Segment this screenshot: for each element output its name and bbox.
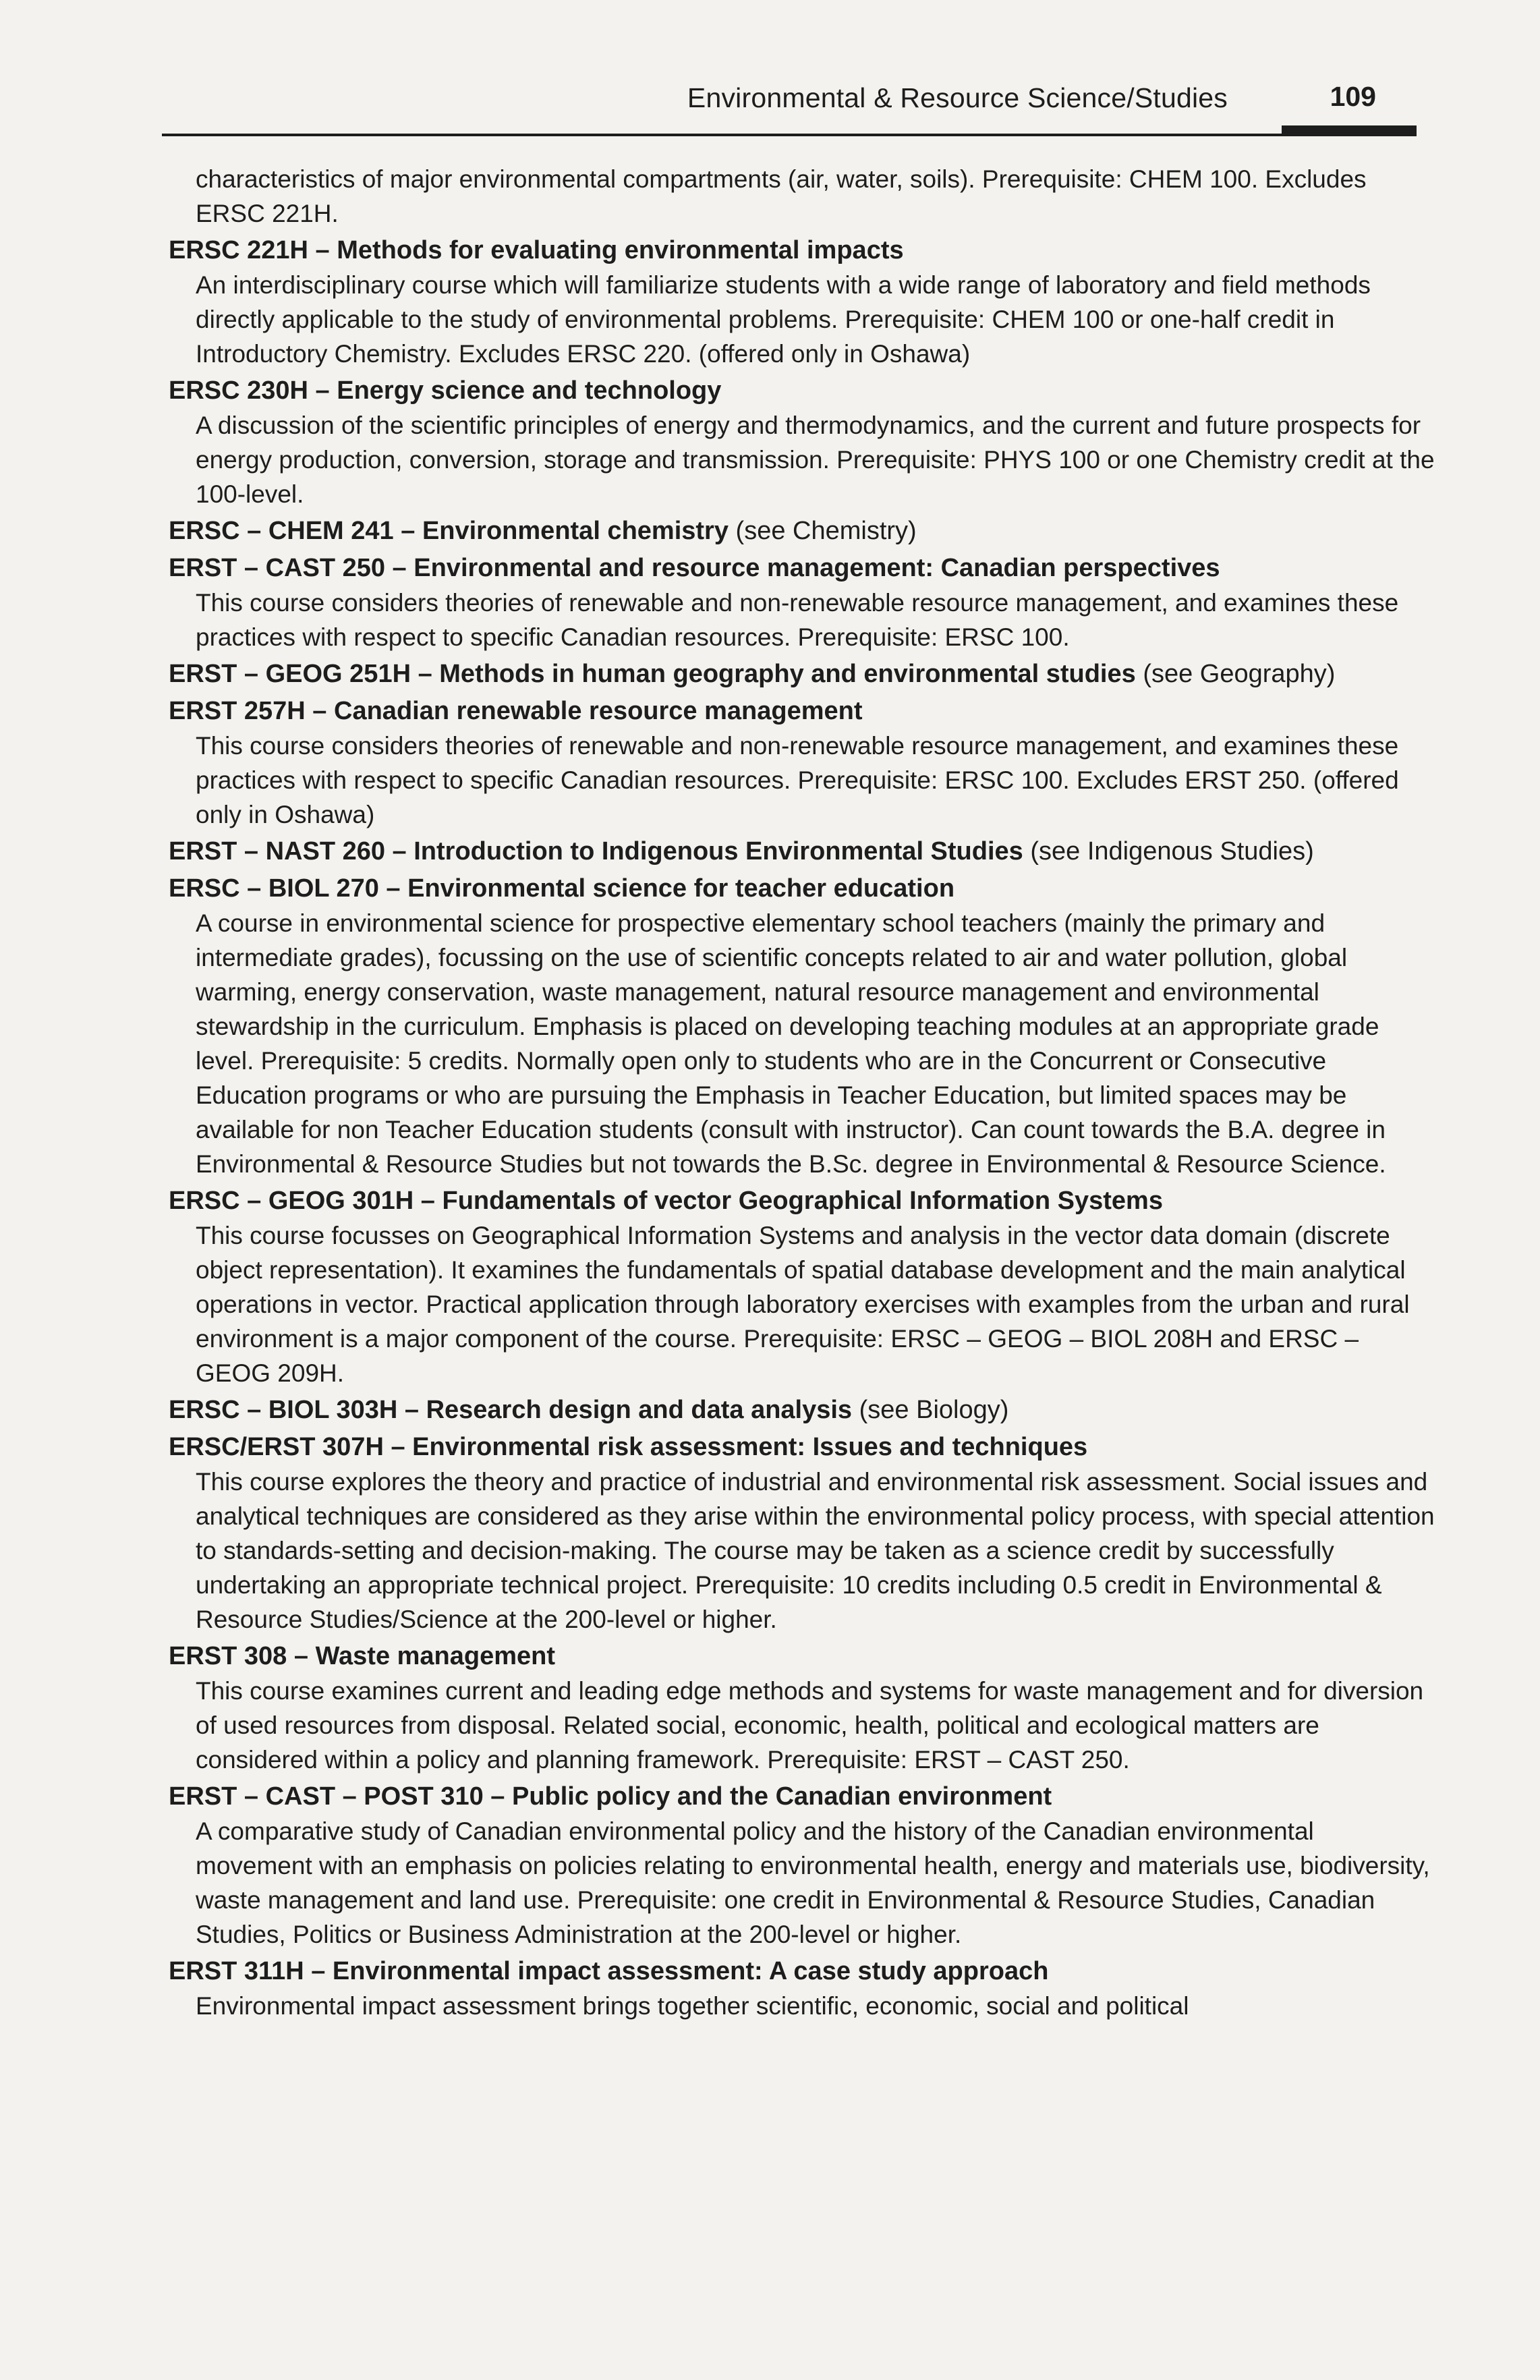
course-name: Methods in human geography and environmental studies (439, 660, 1136, 688)
course-title (169, 694, 1437, 729)
course-code: ERSC 221H – (169, 236, 330, 264)
entry-description: characteristics of major environmental compartments (air, water, soils). Prerequisite: CHEM 100. Excludes ERSC 221H. (196, 165, 1367, 227)
cross-reference-note: (see Indigenous Studies) (1030, 837, 1314, 866)
course-description: This course explores the theory and practice of industrial and environmental risk assessment. Social issues and analytical techniques are considered as they arise within the environmental policy process, with special attention to standards-setting and decision-making. The course may be taken as a science credit by successfully undertaking an appropriate technical project. Prerequisite: 10 credits including 0.5 credit in Environmental & Resource Studies/Science at the 200-level or higher. (196, 1468, 1435, 1633)
course-entry (169, 1184, 1437, 1390)
course-name: Environmental and resource management: Canadian perspectives (413, 554, 1220, 582)
course-title (169, 1430, 1437, 1465)
course-title (169, 1184, 1437, 1218)
course-description: A discussion of the scientific principles of energy and thermodynamics, and the current and future prospects for energy production, conversion, storage and transmission. Prerequisite: PHYS 100 or one Chemistry credit at the 100-level. (196, 412, 1435, 508)
course-title (169, 1639, 1437, 1674)
course-description: A comparative study of Canadian environmental policy and the history of the Canadian environmental movement with an emphasis on policies relating to environmental health, energy and materials use, biodiversity, waste management and land use. Prerequisite: one credit in Environmental & Resource Studies, Canadian Studies, Politics or Business Administration at the 200-level or higher. (196, 1817, 1430, 1948)
course-code: ERST – CAST – POST 310 – (169, 1782, 505, 1811)
course-description: This course considers theories of renewable and non-renewable resource management, and examines these practices with respect to specific Canadian resources. Prerequisite: ERSC 100. (196, 589, 1399, 651)
course-code: ERSC – BIOL 303H – (169, 1396, 420, 1424)
course-code: ERSC – CHEM 241 – (169, 517, 416, 545)
continued-description (169, 162, 1437, 231)
course-entry (169, 1393, 1437, 1427)
page-header (162, 76, 1417, 136)
course-code: ERST – GEOG 251H – (169, 660, 432, 688)
header-tab-marker (1282, 125, 1417, 136)
cross-reference-note: (see Geography) (1143, 660, 1336, 688)
course-code: ERST – CAST 250 – (169, 554, 407, 582)
course-name: Energy science and technology (337, 376, 722, 405)
course-entry (169, 551, 1437, 654)
course-description: Environmental impact assessment brings together scientific, economic, social and political (196, 1992, 1189, 2020)
course-entry (169, 1639, 1437, 1777)
course-code: ERST – NAST 260 – (169, 837, 407, 866)
course-name: Canadian renewable resource management (334, 697, 863, 725)
course-entry (169, 834, 1437, 869)
course-title (169, 872, 1437, 906)
course-title (169, 233, 1437, 268)
course-code: ERSC 230H – (169, 376, 330, 405)
course-code: ERSC – GEOG 301H – (169, 1187, 435, 1215)
course-entry (169, 872, 1437, 1181)
course-name: Environmental science for teacher education (407, 874, 955, 903)
course-description: This course examines current and leading edge methods and systems for waste management and for diversion of used resources from disposal. Related social, economic, health, political and ecological matters are considered within a policy and planning framework. Prerequisite: ERST – CAST 250. (196, 1677, 1424, 1774)
course-title (169, 514, 1437, 548)
course-name: Public policy and the Canadian environment (511, 1782, 1052, 1811)
course-description: This course focusses on Geographical Information Systems and analysis in the vector data domain (discrete object representation). It examines the fundamentals of spatial database development and the main analytical operations in vector. Practical application through laboratory exercises with examples from the urban and rural environment is a major component of the course. Prerequisite: ERSC – GEOG – BIOL 208H and ERSC – GEOG 209H. (196, 1222, 1410, 1387)
course-title (169, 1954, 1437, 1989)
course-entry (169, 657, 1437, 691)
course-title (169, 1780, 1437, 1814)
course-code: ERST 308 – (169, 1642, 308, 1670)
course-description: A course in environmental science for prospective elementary school teachers (mainly the primary and intermediate grades), focussing on the use of scientific concepts related to air and water pollution, global warming, energy conservation, waste management, natural resource management and environmental stewardship in the curriculum. Emphasis is placed on developing teaching modules at an appropriate grade level. Prerequisite: 5 credits. Normally open only to students who are in the Concurrent or Consecutive Education programs or who are pursuing the Emphasis in Teacher Education, but limited spaces may be available for non Teacher Education students (consult with instructor). Can count towards the B.A. degree in Environmental & Resource Studies but not towards the B.Sc. degree in Environmental & Resource Science. (196, 909, 1386, 1178)
course-title (169, 551, 1437, 586)
course-name: Waste management (315, 1642, 556, 1670)
course-title (169, 374, 1437, 408)
running-title: Environmental & Resource Science/Studies (687, 82, 1228, 113)
course-name: Environmental chemistry (422, 517, 729, 545)
header-rule (162, 134, 1417, 136)
course-code: ERSC/ERST 307H – (169, 1433, 405, 1461)
course-name: Environmental risk assessment: Issues and techniques (412, 1433, 1088, 1461)
course-entry (169, 694, 1437, 832)
course-code: ERST 311H – (169, 1957, 326, 1985)
course-entries (169, 233, 1437, 2023)
course-title (169, 657, 1437, 691)
course-code: ERST 257H – (169, 697, 327, 725)
course-name: Methods for evaluating environmental impacts (337, 236, 904, 264)
course-description: This course considers theories of renewable and non-renewable resource management, and examines these practices with respect to specific Canadian resources. Prerequisite: ERSC 100. Excludes ERST 250. (offered only in Oshawa) (196, 732, 1399, 828)
course-entry (169, 1780, 1437, 1952)
course-title (169, 834, 1437, 869)
course-name: Environmental impact assessment: A case study approach (332, 1957, 1049, 1985)
course-entry (169, 1954, 1437, 2023)
cross-reference-note: (see Chemistry) (735, 517, 917, 545)
course-entry (169, 374, 1437, 511)
course-entry (169, 1430, 1437, 1637)
course-description: An interdisciplinary course which will familiarize students with a wide range of laboratory and field methods directly applicable to the study of environmental problems. Prerequisite: CHEM 100 or one-half credit in Introductory Chemistry. Excludes ERSC 220. (offered only in Oshawa) (196, 271, 1371, 368)
course-name: Introduction to Indigenous Environmental Studies (413, 837, 1023, 866)
course-entry (169, 233, 1437, 371)
page-number: 109 (1330, 81, 1376, 112)
course-name: Research design and data analysis (426, 1396, 853, 1424)
course-name: Fundamentals of vector Geographical Information Systems (442, 1187, 1163, 1215)
course-code: ERSC – BIOL 270 – (169, 874, 401, 903)
course-entry (169, 514, 1437, 548)
cross-reference-note: (see Biology) (859, 1396, 1009, 1424)
course-title (169, 1393, 1437, 1427)
course-list (169, 162, 1437, 2023)
